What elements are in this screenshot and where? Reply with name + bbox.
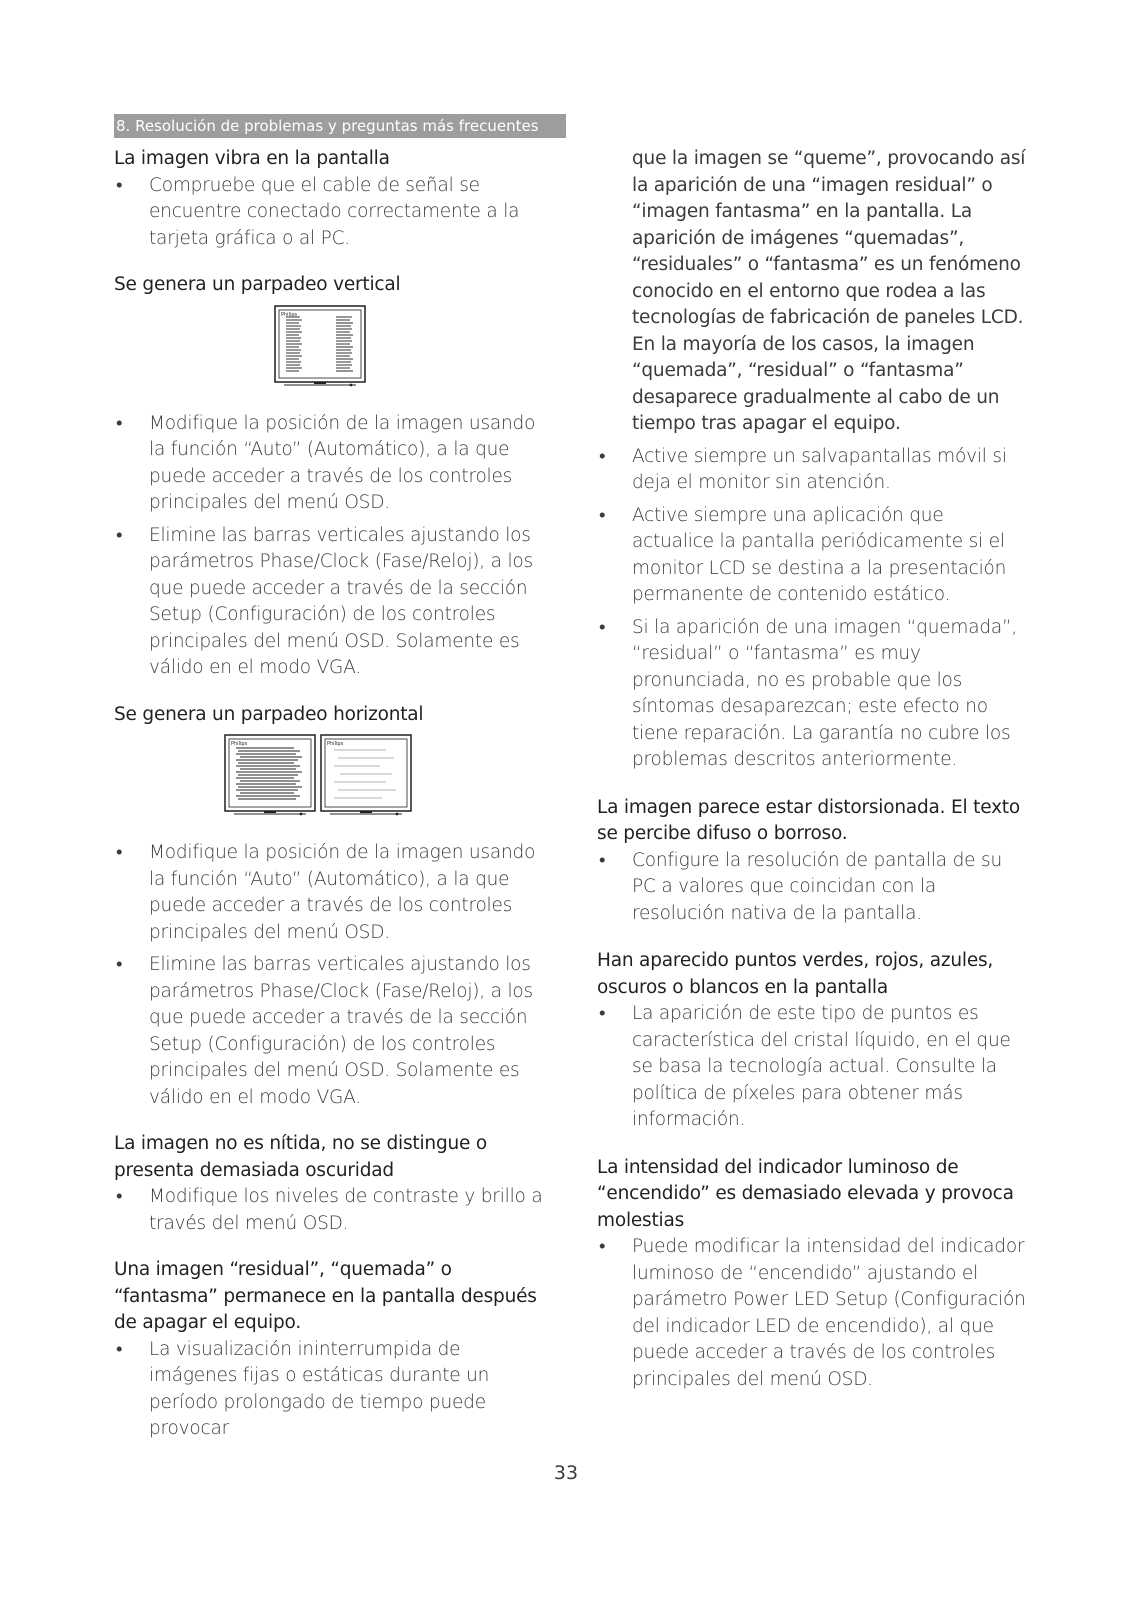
heading-image-vibrates: La imagen vibra en la pantalla [114,148,390,169]
list-item: • Active siempre una aplicación que actualice la pantalla periódicamente si el monitor LCD se destina a la presentación permanente de contenido estático. [599,504,1007,605]
bullet-dot: • [116,1186,123,1207]
list-item: • Modifique la posición de la imagen usando la función “Auto” (Automático), a la que puede acceder a través de los controles principales del menú OSD. [116,842,536,943]
bullet-dot: • [599,1003,606,1024]
heading-image-distorted: La imagen parece estar distorsionada. El texto se percibe difuso o borroso. [597,796,1020,844]
svg-text:Philips: Philips [327,741,344,747]
section-header-label: 8. Resolución de problemas y preguntas más frecuentes [116,117,539,135]
bullet-dot: • [116,842,123,863]
bullet-dot: • [599,504,606,526]
bullets-colored-dots [597,1001,1027,1134]
list-item: • Configure la resolución de pantalla de su PC a valores que coincidan con la resolución nativa de la pantalla. [599,849,1002,924]
burn-in-continuation-text: que la imagen se “queme”, provocando así la aparición de una “imagen residual” o “imagen fantasma” en la pantalla. La aparición de imágenes “quemadas”, “residuales” o “fantasma” es un fenómeno conocido en el entorno que rodea a las tecnologías de fabricación de paneles LCD. En la mayoría de los casos, la imagen “quemada”, “residual” o “fantasma” desaparece gradualmente al cabo de un tiempo tras apagar el equipo. [632,148,1026,434]
left-column [114,146,550,1443]
bullets-image-not-sharp [114,1184,550,1237]
monitor-vertical-flicker-icon [274,305,366,389]
bullet-dot: • [116,954,123,975]
horizontal-flicker-figure [114,734,550,830]
bullet-dot: • [116,524,123,546]
bullet-dot: • [599,849,606,871]
list-item: • Modifique la posición de la imagen usando la función “Auto” (Automático), a la que puede acceder a través de los controles principales del menú OSD. [116,412,536,513]
list-item: • Si la aparición de una imagen “quemada”, “residual” o “fantasma” es muy pronunciada, no es probable que los síntomas desaparezcan; este efecto no tiene reparación. La garantía no cubre los problemas descritos anteriormente. [599,616,1018,770]
bullet-dot: • [599,1236,606,1257]
bullets-image-burn-in [114,1337,550,1443]
bullet-dot: • [116,174,123,196]
heading-horizontal-flicker: Se genera un parpadeo horizontal [114,703,424,725]
list-item: • La aparición de este tipo de puntos es característica del cristal líquido, en el que se basa la tecnología actual. Consulte la política de píxeles para obtener más información. [599,1003,1011,1130]
right-column [597,146,1027,1393]
section-header-bar [114,114,566,138]
bullets-image-distorted [597,848,1027,928]
monitor-horizontal-flicker-after-icon [320,734,412,818]
bullet-dot: • [116,1338,123,1360]
list-item: • Modifique los niveles de contraste y brillo a través del menú OSD. [116,1186,543,1234]
heading-image-burn-in: Una imagen “residual”, “quemada” o “fantasma” permanece en la pantalla después de apagar el equipo. [114,1259,537,1333]
bullets-power-led [597,1234,1027,1393]
bullets-burn-in-tips [597,444,1027,774]
heading-colored-dots: Han aparecido puntos verdes, rojos, azules, oscuros o blancos en la pantalla [597,950,994,998]
heading-image-not-sharp: La imagen no es nítida, no se distingue o presenta demasiada oscuridad [114,1133,487,1181]
bullets-vertical-flicker [114,411,550,682]
bullet-dot: • [116,412,123,434]
list-item: • Compruebe que el cable de señal se encuentre conectado correctamente a la tarjeta gráfica o al PC. [116,174,520,249]
heading-vertical-flicker: Se genera un parpadeo vertical [114,274,401,295]
svg-text:Philips: Philips [281,311,298,318]
list-item: • La visualización ininterrumpida de imágenes fijas o estáticas durante un período prolongado de tiempo puede provocar [116,1338,490,1439]
svg-text:Philips: Philips [231,741,248,747]
bullets-horizontal-flicker [114,840,550,1111]
vertical-flicker-figure [114,305,550,401]
bullets-image-vibrates [114,173,550,253]
heading-power-led: La intensidad del indicador luminoso de “encendido” es demasiado elevada y provoca molestias [597,1156,1014,1231]
list-item: • Elimine las barras verticales ajustando los parámetros Phase/Clock (Fase/Reloj), a los que puede acceder a través de la sección Setup (Configuración) de los controles principales del menú OSD. Solamente es válido en el modo VGA. [116,524,533,678]
list-item: • Elimine las barras verticales ajustando los parámetros Phase/Clock (Fase/Reloj), a los que puede acceder a través de la sección Setup (Configuración) de los controles principales del menú OSD. Solamente es válido en el modo VGA. [116,954,533,1108]
bullet-dot: • [599,616,606,638]
monitor-horizontal-flicker-before-icon [224,734,316,818]
page-number: 33 [553,1462,579,1484]
list-item: • Active siempre un salvapantallas móvil si deja el monitor sin atención. [599,445,1007,493]
bullet-dot: • [599,445,606,467]
list-item: • Puede modificar la intensidad del indicador luminoso de “encendido” ajustando el parámetro Power LED Setup (Configuración del indicador LED de encendido), al que puede acceder a través de los controles principales del menú OSD. [599,1236,1026,1390]
